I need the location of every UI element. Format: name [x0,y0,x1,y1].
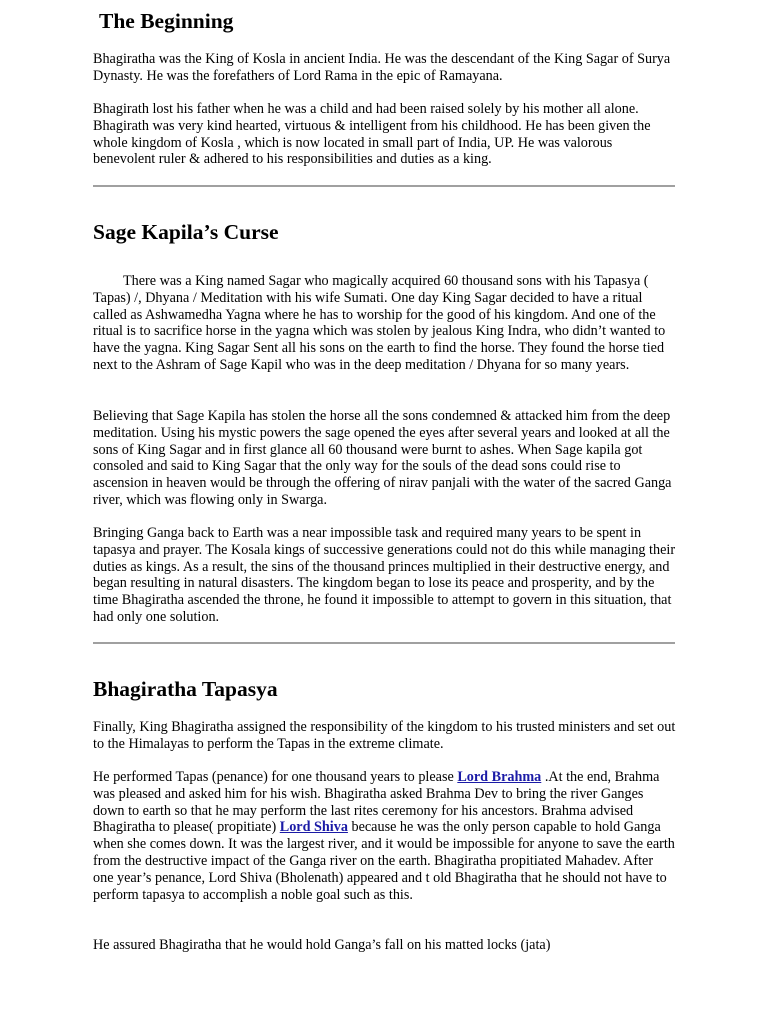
paragraph: There was a King named Sagar who magically acquired 60 thousand sons with his Tapasya ( Tapas) /, Dhyana / Meditation with his wife Sumati. One day King Sagar decided to have a ritual called as Ashwamedha Yagna where he has to worship for the good of his kingdom. And one of the ritual is to sacrifice horse in the yagna which was stolen by jealous King Indra, who didn’t wanted to have the yagna. King Sagar Sent all his sons on the earth to find the horse. They found the horse tied next to the Ashram of Sage Kapil who was in the deep meditation / Dhyana for so many years. [93,273,666,373]
paragraph-text: because he was the only person capable to hold Ganga when she comes down. It was the largest river, and it would be impossible for anyone to save the earth from the destructive impact of the Ganga river on the earth. Bhagiratha propitiated Mahadev. After one year’s penance, Lord Shiva (Bholenath) appeared and t old Bhagiratha that he should not have to perform tapasya to accomplish a noble goal such as this. [93,819,675,903]
lord-brahma-link[interactable]: Lord Brahma [457,769,542,785]
paragraph-text: .At the end, Brahma was pleased and asked him for his wish. Bhagiratha asked Brahma Dev to bring the river Ganges down to earth so that he may perform the last rites ceremony for his ancestors. Brahma advised Bhagiratha to please( propitiate) [93,769,660,836]
lord-shiva-link[interactable]: Lord Shiva [279,819,348,836]
paragraph: Bringing Ganga back to Earth was a near impossible task and required many years to be spent in tapasya and prayer. The Kosala kings of successive generations could not do this while managing their duties as kings. As a result, the sins of the thousand princes multiplied in their destructive energy, and began resulting in natural disasters. The kingdom began to lose its peace and prosperity, and by the time Bhagiratha ascended the throne, he found it impossible to attempt to govern in this situation, that had only one solution. [93,525,676,625]
heading-bhagiratha-tapasya: Bhagiratha Tapasya [93,677,278,701]
paragraph: Finally, King Bhagiratha assigned the responsibility of the kingdom to his trusted ministers and set out to the Himalayas to perform the Tapas in the extreme climate. [93,719,676,752]
heading-the-beginning: The Beginning [99,9,234,33]
paragraph-text: He performed Tapas (penance) for one thousand years to please [93,769,458,785]
paragraph: He assured Bhagiratha that he would hold Ganga’s fall on his matted locks (jata) [93,937,551,953]
section-divider [93,185,675,187]
paragraph: Believing that Sage Kapila has stolen the horse all the sons condemned & attacked him from the deep meditation. Using his mystic powers the sage opened the eyes after several years and looked at all the sons of King Sagar and in first glance all 60 thousand were burnt to ashes. When Sage kapila got consoled and said to King Sagar that the only way for the souls of the dead sons could rise to ascension in heaven would be through the offering of nirav panjali with the water of the sacred Ganga river, which was flowing only in Swarga. [93,408,672,508]
paragraph: Bhagirath lost his father when he was a child and had been raised solely by his mother all alone. Bhagirath was very kind hearted, virtuous & intelligent from his childhood. He has been given the whole kingdom of Kosla , which is now located in small part of India, UP. He was valorous benevolent ruler & adhered to his responsibilities and duties as a king. [93,101,651,168]
heading-sage-kapila-curse: Sage Kapila’s Curse [93,220,279,244]
paragraph-with-links [93,769,677,903]
paragraph: Bhagiratha was the King of Kosla in ancient India. He was the descendant of the King Sagar of Surya Dynasty. He was the forefathers of Lord Rama in the epic of Ramayana. [93,51,671,84]
section-divider [93,642,675,644]
